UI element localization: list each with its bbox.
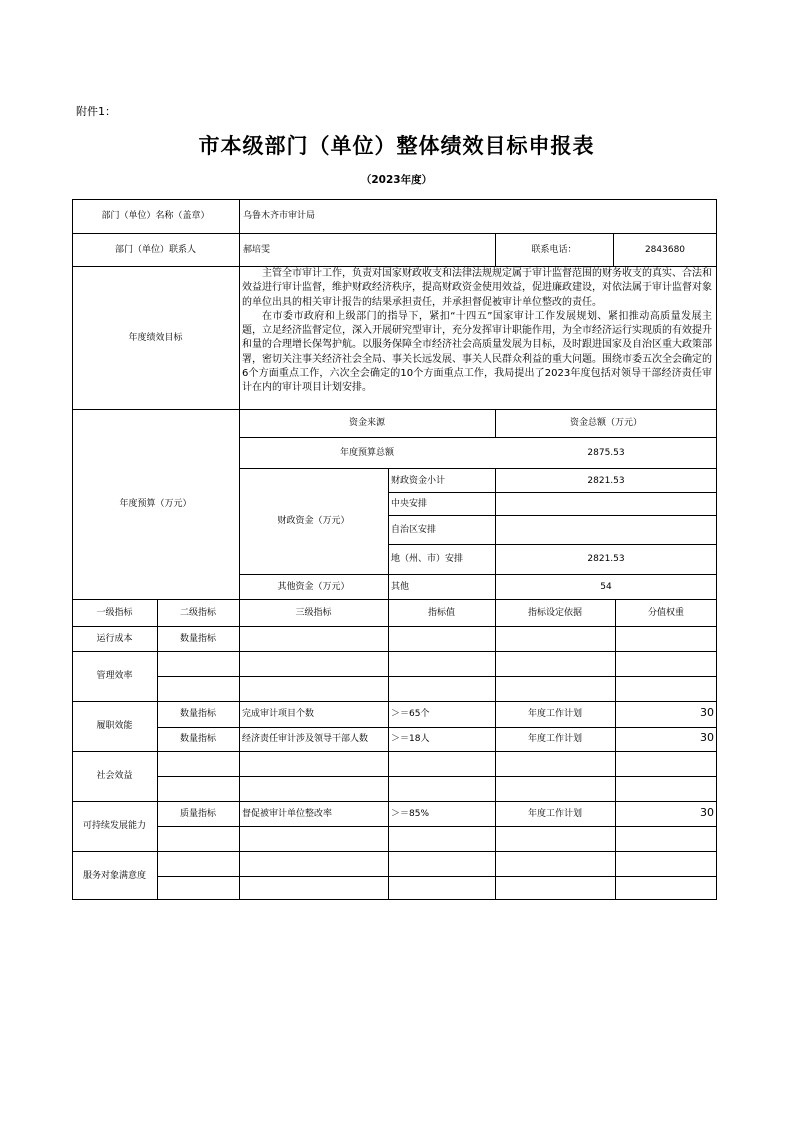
contact-label: 部门（单位）联系人 xyxy=(114,245,196,255)
row1-weight: 30 xyxy=(700,706,714,719)
local-label: 地（州、市）安排 xyxy=(391,554,464,564)
goal-label: 年度绩效目标 xyxy=(128,333,183,343)
column-divider xyxy=(495,599,496,900)
row1-value: ＞＝65个 xyxy=(391,709,430,719)
other-label: 其他资金（万元） xyxy=(277,582,350,592)
row2-level3: 经济责任审计涉及领导干部人数 xyxy=(242,734,369,744)
group-sustain: 可持续发展能力 xyxy=(82,821,146,831)
row-divider xyxy=(157,727,717,728)
column-divider xyxy=(239,599,240,900)
attachment-label: 附件1： xyxy=(76,105,116,118)
row-divider xyxy=(157,776,717,777)
row2-weight: 30 xyxy=(700,731,714,744)
column-divider xyxy=(495,468,496,599)
header-weight: 分值权重 xyxy=(647,608,684,618)
local-value: 2821.53 xyxy=(587,554,625,564)
goal-paragraph-2: 在市委市政府和上级部门的指导下，紧扣“十四五”国家审计工作发展规划、紧扣推动高质量发展主题，立足经济监督定位，深入开展研究型审计，充分发挥审计职能作用，为全市经济运行实现质的有效提升和量的合理增长保驾护航。以服务保障全市经济社会高质量发展为目标，及时跟进国家及自治区重大政策部署，密切关注事关经济社会全局、事关长远发展、事关人民群众利益的重大问题。围绕市委五次全会确定的6个方面重点工作，六次全会确定的10个方面重点工作，我局提出了2023年度包括对领导干部经济责任审计在内的审计项目计划安排。 xyxy=(242,310,712,394)
row2-value: ＞＝18人 xyxy=(391,734,430,744)
row-divider xyxy=(239,468,717,469)
dept-name-label: 部门（单位）名称（盖章） xyxy=(101,211,210,221)
row2-level2: 数量指标 xyxy=(179,734,216,744)
central-label: 中央安排 xyxy=(391,499,428,509)
header-basis: 指标设定依据 xyxy=(527,608,582,618)
phone-label: 联系电话： xyxy=(531,245,577,255)
row1-level3: 完成审计项目个数 xyxy=(242,709,315,719)
row-divider xyxy=(239,437,717,438)
group-mgmt: 管理效率 xyxy=(96,671,133,681)
row3-level3: 督促被审计单位整改率 xyxy=(242,809,333,819)
row-divider xyxy=(388,544,717,545)
row-divider xyxy=(72,409,717,410)
fiscal-label: 财政资金（万元） xyxy=(277,516,350,526)
row-divider xyxy=(157,676,717,677)
group-satisfaction: 服务对象满意度 xyxy=(82,871,146,881)
column-divider xyxy=(388,468,389,599)
column-divider xyxy=(388,599,389,900)
row-divider xyxy=(72,851,717,852)
page-title: 市本级部门（单位）整体绩效目标申报表 xyxy=(198,134,595,158)
row-divider xyxy=(72,233,717,234)
header-level2: 二级指标 xyxy=(179,608,216,618)
row-divider xyxy=(388,492,717,493)
row-divider xyxy=(72,626,717,627)
header-level1: 一级指标 xyxy=(96,608,133,618)
row3-weight: 30 xyxy=(700,806,714,819)
budget-label: 年度预算（万元） xyxy=(119,499,192,509)
goal-text xyxy=(242,267,712,396)
row3-value: ＞＝85% xyxy=(391,809,430,819)
row-divider xyxy=(157,826,717,827)
group-social: 社会效益 xyxy=(96,771,133,781)
other-sub-label: 其他 xyxy=(391,582,410,592)
row3-level2: 质量指标 xyxy=(179,809,216,819)
total-header: 资金总额（万元） xyxy=(569,418,642,428)
year-label: （2023年度） xyxy=(360,174,433,186)
region-label: 自治区安排 xyxy=(391,525,437,535)
group-cost: 运行成本 xyxy=(96,634,133,644)
source-header: 资金来源 xyxy=(348,418,385,428)
cost-level2: 数量指标 xyxy=(179,634,216,644)
other-value: 54 xyxy=(600,582,612,592)
row-divider xyxy=(72,751,717,752)
row-divider xyxy=(72,801,717,802)
header-level3: 三级指标 xyxy=(295,608,332,618)
group-perf: 履职效能 xyxy=(96,721,133,731)
row-divider xyxy=(157,876,717,877)
annual-total-value: 2875.53 xyxy=(587,448,625,458)
row-divider xyxy=(239,574,717,575)
contact-value: 郝培雯 xyxy=(243,245,271,255)
column-divider xyxy=(615,599,616,900)
row1-basis: 年度工作计划 xyxy=(527,709,582,719)
row2-basis: 年度工作计划 xyxy=(527,734,582,744)
fiscal-subtotal-label: 财政资金小计 xyxy=(391,476,446,486)
row3-basis: 年度工作计划 xyxy=(527,809,582,819)
header-value: 指标值 xyxy=(427,608,455,618)
goal-paragraph-1: 主管全市审计工作，负责对国家财政收支和法律法规规定属于审计监督范围的财务收支的真实、合法和效益进行审计监督，维护财政经济秩序，提高财政资金使用效益，促进廉政建设，对依法属于审计监督对象的单位出具的相关审计报告的结果承担责任，并承担督促被审计单位整改的责任。 xyxy=(242,268,712,308)
row-divider xyxy=(388,515,717,516)
phone-value: 2843680 xyxy=(644,245,686,255)
row-divider xyxy=(72,599,717,600)
column-divider xyxy=(239,199,240,599)
row-divider xyxy=(72,651,717,652)
fiscal-subtotal-value: 2821.53 xyxy=(587,476,625,486)
dept-name-value: 乌鲁木齐市审计局 xyxy=(243,211,316,221)
annual-total-label: 年度预算总额 xyxy=(339,448,394,458)
row1-level2: 数量指标 xyxy=(179,709,216,719)
row-divider xyxy=(72,701,717,702)
